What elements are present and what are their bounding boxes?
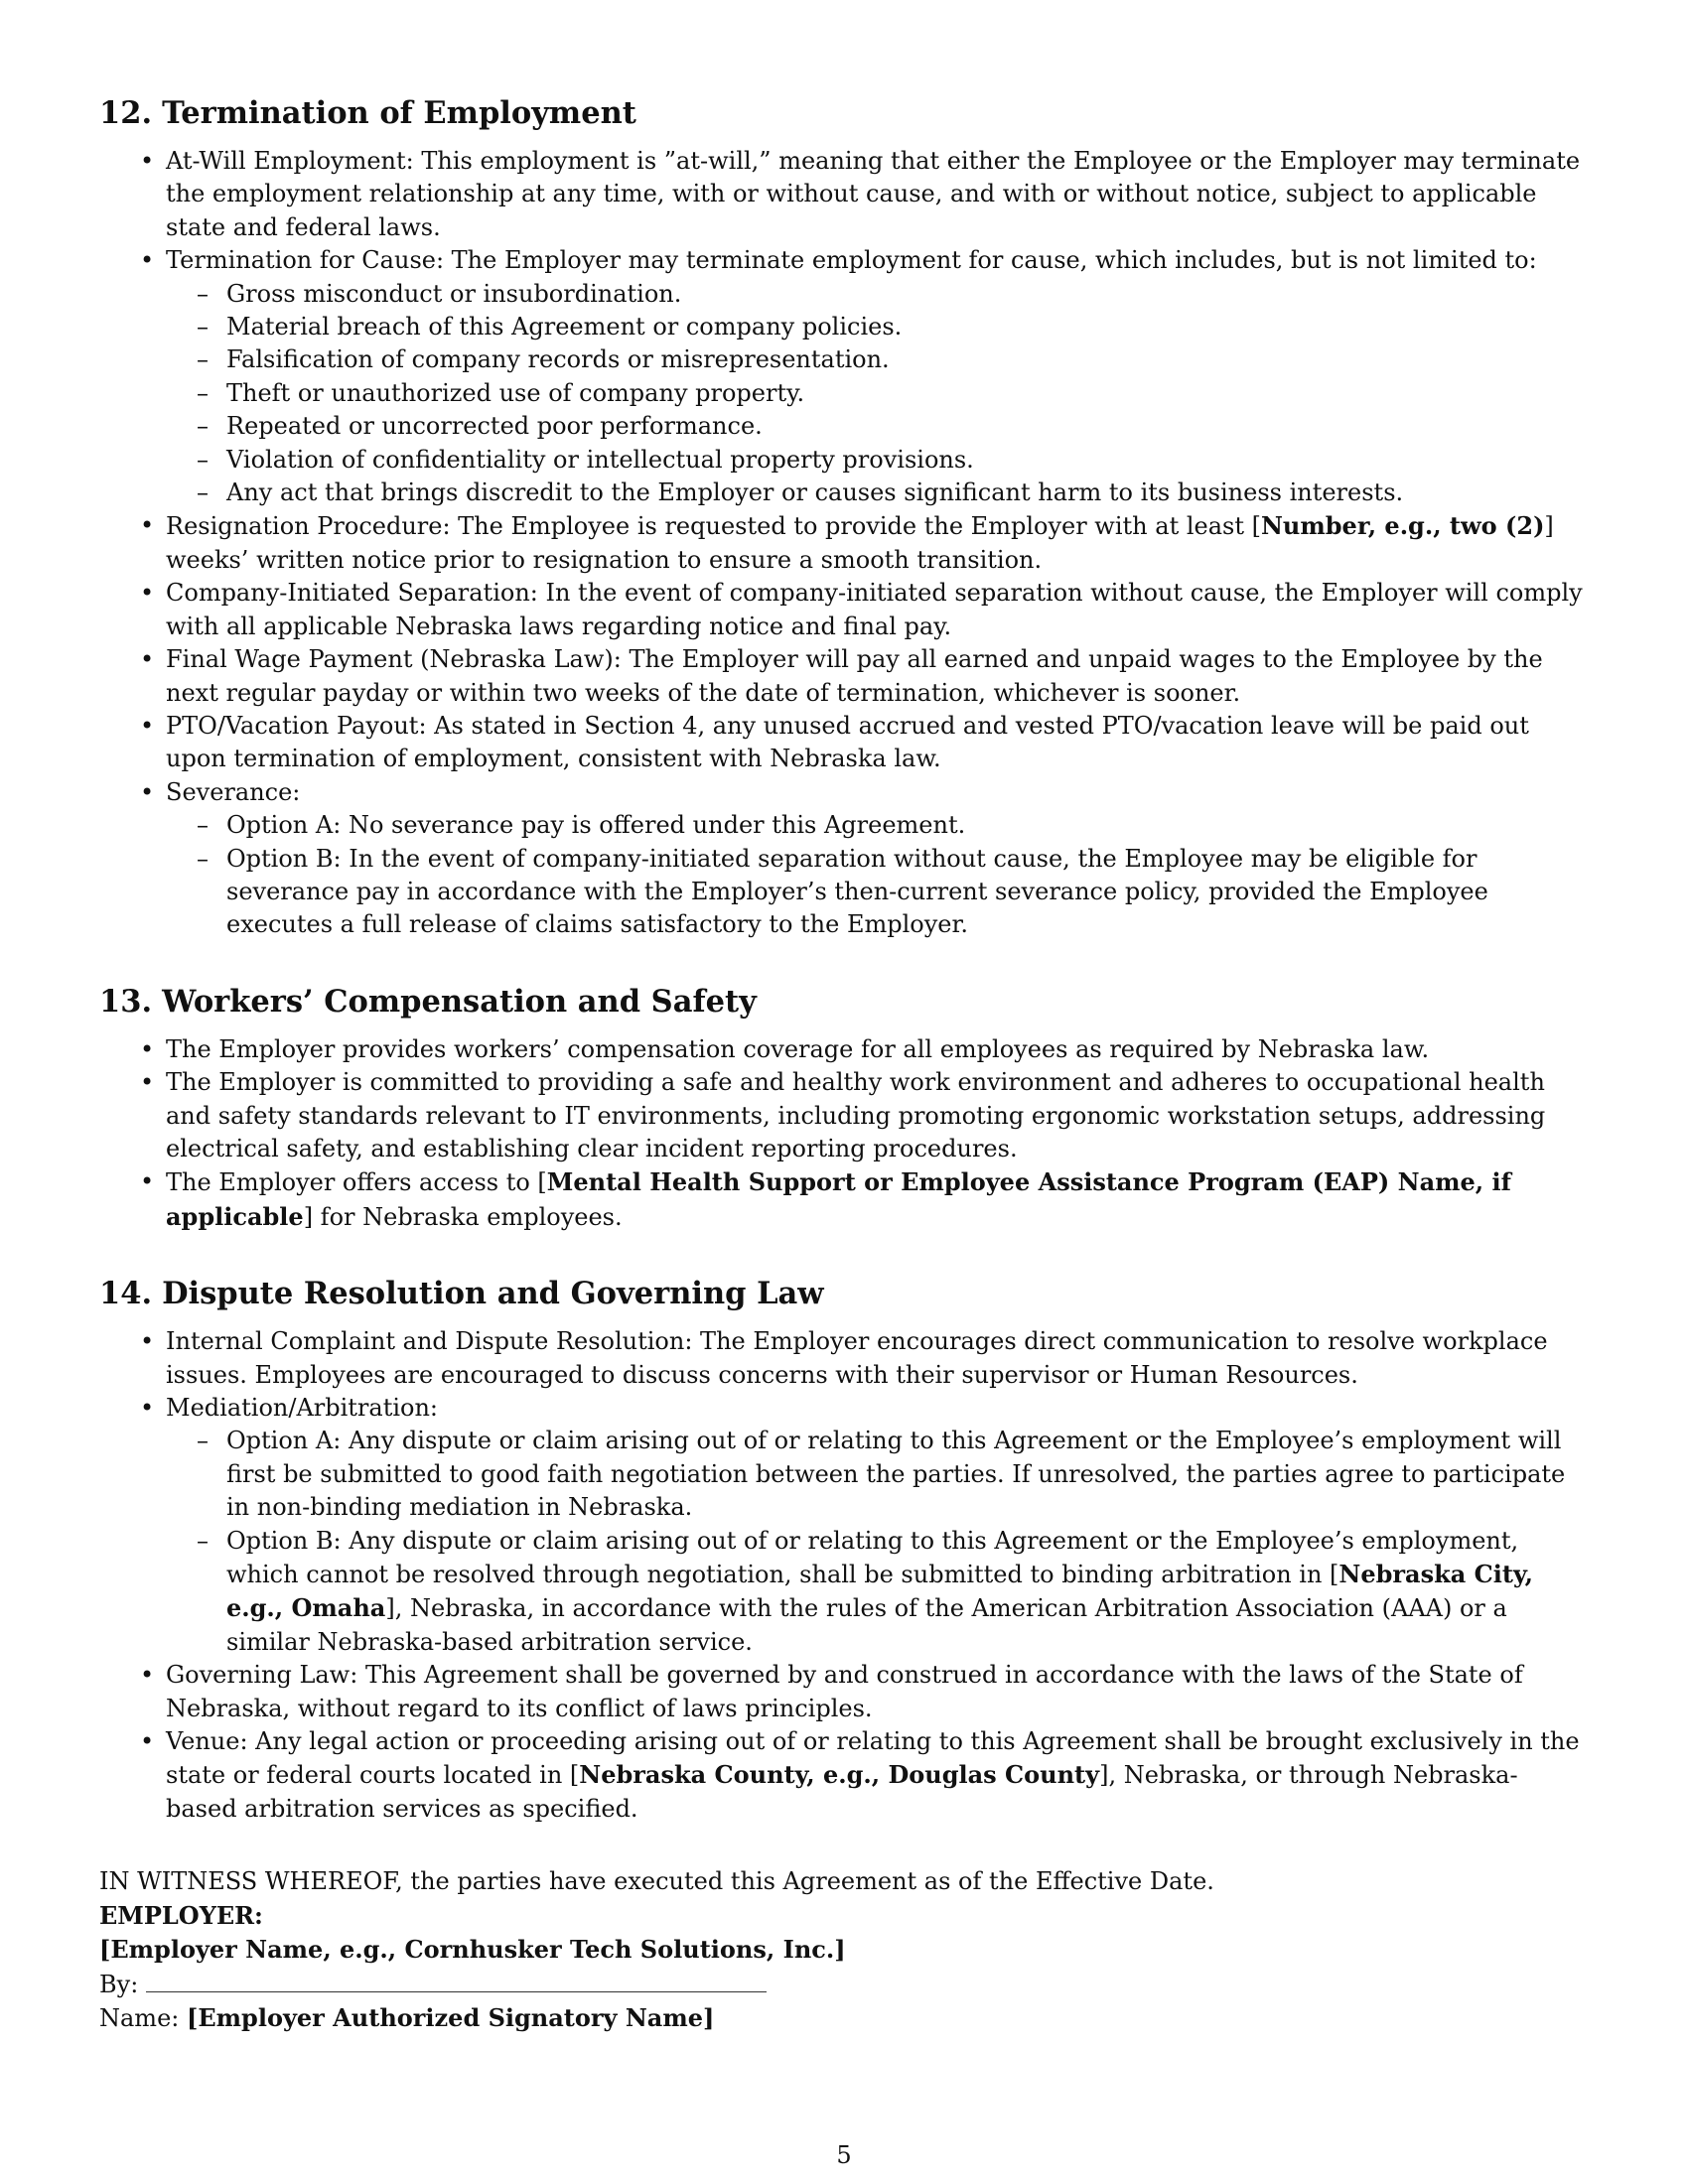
sub-list-item [166, 278, 1589, 311]
bullet-icon: • [140, 1327, 155, 1356]
dash-icon: – [197, 844, 209, 873]
section-dispute-resolution [99, 1274, 1589, 1826]
item-text: ], Nebraska, in accordance with the rules of the American Arbitration Association (AAA) or a similar Nebraska-based arbitration service. [226, 1594, 1507, 1656]
item-text: The Employer is committed to providing a safe and healthy work environment and adheres to occupational health and safety standards relevant to IT environments, including promoting ergonomic workstation setups, addressing electrical safety, and establishing clear incident reporting procedures. [166, 1068, 1546, 1162]
item-text: PTO/Vacation Payout: As stated in Section 4, any unused accrued and vested PTO/vacation leave will be paid out upon termination of employment, consistent with Nebraska law. [166, 711, 1529, 773]
list-item [99, 509, 1589, 577]
section-heading [99, 93, 1589, 133]
section-heading [99, 982, 1589, 1022]
sub-list-item [166, 1425, 1589, 1524]
bullet-icon: • [140, 1394, 155, 1422]
bullet-icon: • [140, 579, 155, 608]
sub-list-item [166, 377, 1589, 410]
item-text: Termination for Cause: The Employer may terminate employment for cause, which includes, but is not limited to: [166, 246, 1537, 275]
dash-icon: – [197, 279, 209, 308]
dash-icon: – [197, 378, 209, 407]
list-item [99, 1725, 1589, 1826]
signature-line[interactable] [146, 1968, 767, 1992]
dash-icon: – [197, 445, 209, 474]
employer-label [99, 1899, 1589, 1933]
bullet-icon: • [140, 645, 155, 674]
dash-icon: – [197, 478, 209, 507]
item-text: Internal Complaint and Dispute Resolution: The Employer encourages direct communication to resolve workplace issues. Employees are encouraged to discuss concerns with their supervisor or Human Resources. [166, 1327, 1548, 1389]
section-title: Workers’ Compensation and Safety [162, 983, 757, 1020]
list-item [99, 244, 1589, 509]
employer-label-text: EMPLOYER: [99, 1900, 263, 1930]
list-item [99, 577, 1589, 643]
item-text: Mediation/Arbitration: [166, 1394, 439, 1422]
dash-icon: – [197, 1427, 209, 1455]
section-workers-comp [99, 982, 1589, 1234]
page-number: 5 [836, 2141, 852, 2169]
placeholder-eap-name: Mental Health Support or Employee Assistance Program (EAP) Name, if applicable [166, 1167, 1511, 1231]
signature-by-row [99, 1968, 1589, 2001]
sub-list-item [166, 809, 1589, 842]
list-item [99, 145, 1589, 244]
item-text: Company-Initiated Separation: In the event of company-initiated separation without cause, the Employer will comply with all applicable Nebraska laws regarding notice and final pay. [166, 579, 1583, 640]
list-item [99, 1066, 1589, 1165]
item-text: Falsification of company records or misrepresentation. [226, 345, 890, 374]
item-text: The Employer offers access to [ [166, 1168, 547, 1197]
section-title: Termination of Employment [162, 95, 636, 131]
item-text: Resignation Procedure: The Employee is requested to provide the Employer with at least [ [166, 512, 1261, 541]
item-text: Gross misconduct or insubordination. [226, 279, 682, 308]
signatory-name-placeholder: [Employer Authorized Signatory Name] [187, 2002, 715, 2032]
dash-icon: – [197, 811, 209, 840]
placeholder-number: Number, e.g., two (2) [1260, 511, 1545, 541]
sub-list-item [166, 444, 1589, 477]
sub-list-item [166, 843, 1589, 942]
bullet-icon: • [140, 1167, 155, 1196]
dash-icon: – [197, 313, 209, 341]
list-item [99, 1659, 1589, 1725]
section-number: 14. [99, 1276, 153, 1312]
sub-list-item [166, 410, 1589, 443]
bullet-icon: • [140, 711, 155, 740]
section-title: Dispute Resolution and Governing Law [162, 1276, 824, 1312]
list-item [99, 1325, 1589, 1392]
sub-list-item [166, 1525, 1589, 1660]
section-number: 12. [99, 95, 153, 131]
item-text: Option A: Any dispute or claim arising out of or relating to this Agreement or the Employee’s employment will first be submitted to good faith negotiation between the parties. If unresolved, the parties agree to participate in non-binding mediation in Nebraska. [226, 1427, 1566, 1522]
sub-list [166, 278, 1589, 510]
item-text: Material breach of this Agreement or company policies. [226, 313, 903, 341]
item-text: Theft or unauthorized use of company property. [226, 378, 805, 407]
list-item [99, 1165, 1589, 1234]
item-text: Option B: In the event of company-initiated separation without cause, the Employee may be eligible for severance pay in accordance with the Employer’s then-current severance policy, provided the Employee executes a full release of claims satisfactory to the Employer. [226, 844, 1488, 939]
bullet-icon: • [140, 511, 155, 540]
dash-icon: – [197, 412, 209, 441]
signatory-name-row [99, 2001, 1589, 2035]
list-item [99, 1392, 1589, 1659]
placeholder-city: Nebraska City, e.g., Omaha [226, 1560, 1533, 1623]
bullet-icon: • [140, 1727, 155, 1756]
placeholder-county: Nebraska County, e.g., Douglas County [579, 1760, 1100, 1790]
bullet-icon: • [140, 147, 155, 175]
signature-block [99, 1865, 1589, 2035]
dash-icon: – [197, 1526, 209, 1555]
bullet-list [99, 1325, 1589, 1826]
item-text: Option A: No severance pay is offered under this Agreement. [226, 811, 966, 840]
item-text: Any act that brings discredit to the Employer or causes significant harm to its business interests. [226, 478, 1404, 507]
section-heading [99, 1274, 1589, 1313]
employer-name [99, 1933, 1589, 1967]
item-text: Venue: Any legal action or proceeding arising out of or relating to this Agreement shall be brought exclusively in the state or federal courts located in [ [166, 1727, 1580, 1790]
list-item [99, 776, 1589, 942]
section-number: 13. [99, 983, 153, 1020]
item-text: Severance: [166, 777, 301, 806]
list-item [99, 1033, 1589, 1066]
by-label: By: [99, 1970, 139, 1998]
bullet-list [99, 1033, 1589, 1234]
bullet-icon: • [140, 1661, 155, 1690]
bullet-icon: • [140, 246, 155, 275]
sub-list-item [166, 343, 1589, 376]
section-termination [99, 93, 1589, 942]
item-text: At-Will Employment: This employment is ”at-will,” meaning that either the Employee or the Employer may terminate the employment relationship at any time, with or without cause, and with or without notice, subject to applicable state and federal laws. [166, 147, 1581, 241]
item-text: The Employer provides workers’ compensation coverage for all employees as required by Nebraska law. [166, 1034, 1430, 1063]
item-text: ] for Nebraska employees. [303, 1202, 623, 1231]
bullet-list [99, 145, 1589, 942]
sub-list [166, 1425, 1589, 1659]
sub-list [166, 809, 1589, 942]
item-text: Violation of confidentiality or intellectual property provisions. [226, 445, 974, 474]
name-label: Name: [99, 2003, 180, 2032]
sub-list-item [166, 311, 1589, 343]
employer-name-text: [Employer Name, e.g., Cornhusker Tech Solutions, Inc.] [99, 1935, 846, 1965]
item-text: Governing Law: This Agreement shall be governed by and construed in accordance with the laws of the State of Nebraska, without regard to its conflict of laws principles. [166, 1661, 1523, 1722]
item-text: Final Wage Payment (Nebraska Law): The Employer will pay all earned and unpaid wages to the Employee by the next regular payday or within two weeks of the date of termination, whichever is sooner. [166, 645, 1543, 707]
sub-list-item [166, 477, 1589, 509]
list-item [99, 710, 1589, 776]
witness-statement: IN WITNESS WHEREOF, the parties have executed this Agreement as of the Effective Date. [99, 1867, 1214, 1896]
bullet-icon: • [140, 777, 155, 806]
item-text: Option B: Any dispute or claim arising out of or relating to this Agreement or the Employee’s employment, which cannot be resolved through negotiation, shall be submitted to binding arbitration in [ [226, 1526, 1519, 1589]
bullet-icon: • [140, 1034, 155, 1063]
item-text: ] weeks’ written notice prior to resignation to ensure a smooth transition. [166, 512, 1554, 574]
bullet-icon: • [140, 1068, 155, 1097]
dash-icon: – [197, 345, 209, 374]
list-item [99, 643, 1589, 710]
item-text: ], Nebraska, or through Nebraska-based arbitration services as specified. [166, 1761, 1518, 1823]
item-text: Repeated or uncorrected poor performance. [226, 412, 763, 441]
